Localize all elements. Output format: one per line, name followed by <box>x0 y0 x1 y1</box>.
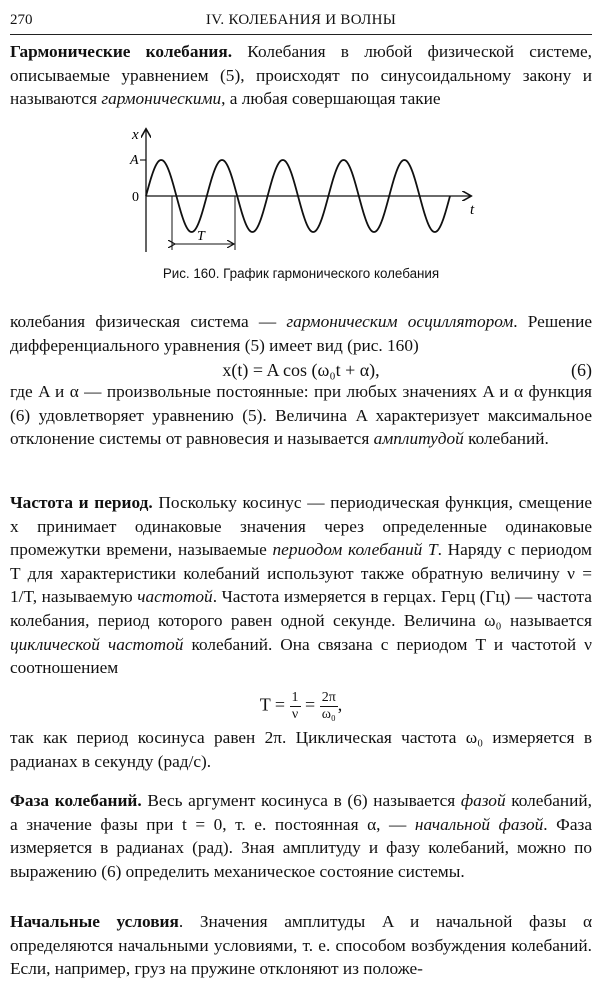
graph-svg <box>120 126 490 261</box>
section-phase <box>10 789 592 883</box>
section-frequency <box>10 491 592 740</box>
formula-lhs: T = <box>259 694 290 715</box>
text: колебаний, а значение фазы при t = 0, т. е. постоянная α, — <box>10 791 592 834</box>
text: колебания физическая система — <box>10 312 287 331</box>
paragraph-phase <box>10 789 592 883</box>
text: Колебания в любой физической системе, описываемые уравнением (5), происходят по синусоидальному закону и называются <box>10 42 593 109</box>
section-initial-conditions <box>10 910 592 981</box>
fraction-1-over-nu <box>290 690 301 723</box>
text: где A и α — произвольные постоянные: при любых значениях A и α функция (6) удовлетворяет уравнению (5). Величина A характеризует максимальное отклонение системы от равновесия и называется <box>10 382 592 449</box>
figure-caption: Рис. 160. График гармонического колебания <box>162 266 440 281</box>
numerator: 2π <box>320 690 338 707</box>
numerator: 1 <box>291 689 299 705</box>
section-radians <box>10 726 592 773</box>
equals-sign: = <box>300 694 320 715</box>
formula-tail: , <box>337 694 343 715</box>
figure-harmonic-graph <box>120 126 490 261</box>
text: . Решение дифференциального уравнения (5) имеет вид (рис. 160) <box>10 312 592 355</box>
term-initial-phase: начальной фазой <box>414 814 544 834</box>
term-period: периодом колебаний T <box>272 540 438 560</box>
term-amplitude: амплитудой <box>373 429 464 449</box>
text: . Фаза измеряется в радианах (рад). Зная амплитуду и фазу колебаний, можно по выражению (6) определить механическое состояние системы. <box>10 814 593 881</box>
paragraph-initial-conditions <box>10 910 592 981</box>
text: Весь аргумент косинуса в (6) называется <box>141 791 461 810</box>
section-amplitude <box>10 380 592 451</box>
text: колебаний. Она связана с периодом T и частотой ν соотношением <box>10 634 592 678</box>
fraction-2pi-over-omega <box>320 690 338 723</box>
term-oscillator: гармоническим осциллятором <box>286 312 514 331</box>
term-harmonic: гармоническими <box>101 89 222 109</box>
label-0: 0 <box>132 190 139 205</box>
label-T: T <box>197 229 205 244</box>
term-phase: фазой <box>460 791 506 810</box>
heading-phase: Фаза колебаний. <box>10 791 142 810</box>
text: Поскольку косинус — периодическая функция, смещение x принимает одинаковые значения через определенные одинаковые промежутки времени, называемые <box>10 493 592 560</box>
formula-6-number: (6) <box>571 360 592 381</box>
text: , а любая совершающая такие <box>221 89 441 109</box>
denominator: ν <box>291 706 299 722</box>
heading-frequency: Частота и период. <box>10 493 153 512</box>
text: . Наряду с периодом T для характеристики колебаний используют также обратную величину ν = 1/T, называемую <box>10 540 592 607</box>
text: . Частота измеряется в герцах. Герц (Гц) — частота колебания, период которого равен одной секунде. Величина ω₀ называется <box>10 587 592 630</box>
denominator: ω₀ <box>321 706 336 722</box>
formula-period-expression <box>10 690 592 723</box>
term-cyclic-frequency: циклической частотой <box>10 634 184 654</box>
axis-x-label: x <box>132 127 139 143</box>
formula-6-expression: x(t) = A cos (ω₀t + α), <box>222 360 380 381</box>
term-frequency: частотой <box>137 587 213 607</box>
label-A: A <box>130 153 139 168</box>
running-header <box>10 12 592 35</box>
paragraph-harmonic <box>10 40 592 111</box>
paragraph-oscillator <box>10 310 592 357</box>
text: . Значения амплитуды A и начальной фазы α определяются начальными условиями, т. е. способом возбуждения колебаний. Если, например, груз на пружине отклоняют из положе- <box>10 912 592 979</box>
paragraph-radians: так как период косинуса равен 2π. Циклическая частота ω₀ измеряется в радианах в секунду (рад/с). <box>10 728 592 771</box>
page-number: 270 <box>10 12 33 28</box>
axis-t-label: t <box>470 202 475 218</box>
paragraph-amplitude <box>10 380 592 451</box>
paragraph-frequency <box>10 491 592 680</box>
section-harmonic <box>10 40 592 111</box>
chapter-title: IV. КОЛЕБАНИЯ И ВОЛНЫ <box>205 12 397 28</box>
heading-initial-conditions: Начальные условия <box>10 912 179 931</box>
heading-harmonic: Гармонические колебания. <box>10 42 233 61</box>
section-oscillator <box>10 310 592 387</box>
text: колебаний. <box>463 429 549 449</box>
